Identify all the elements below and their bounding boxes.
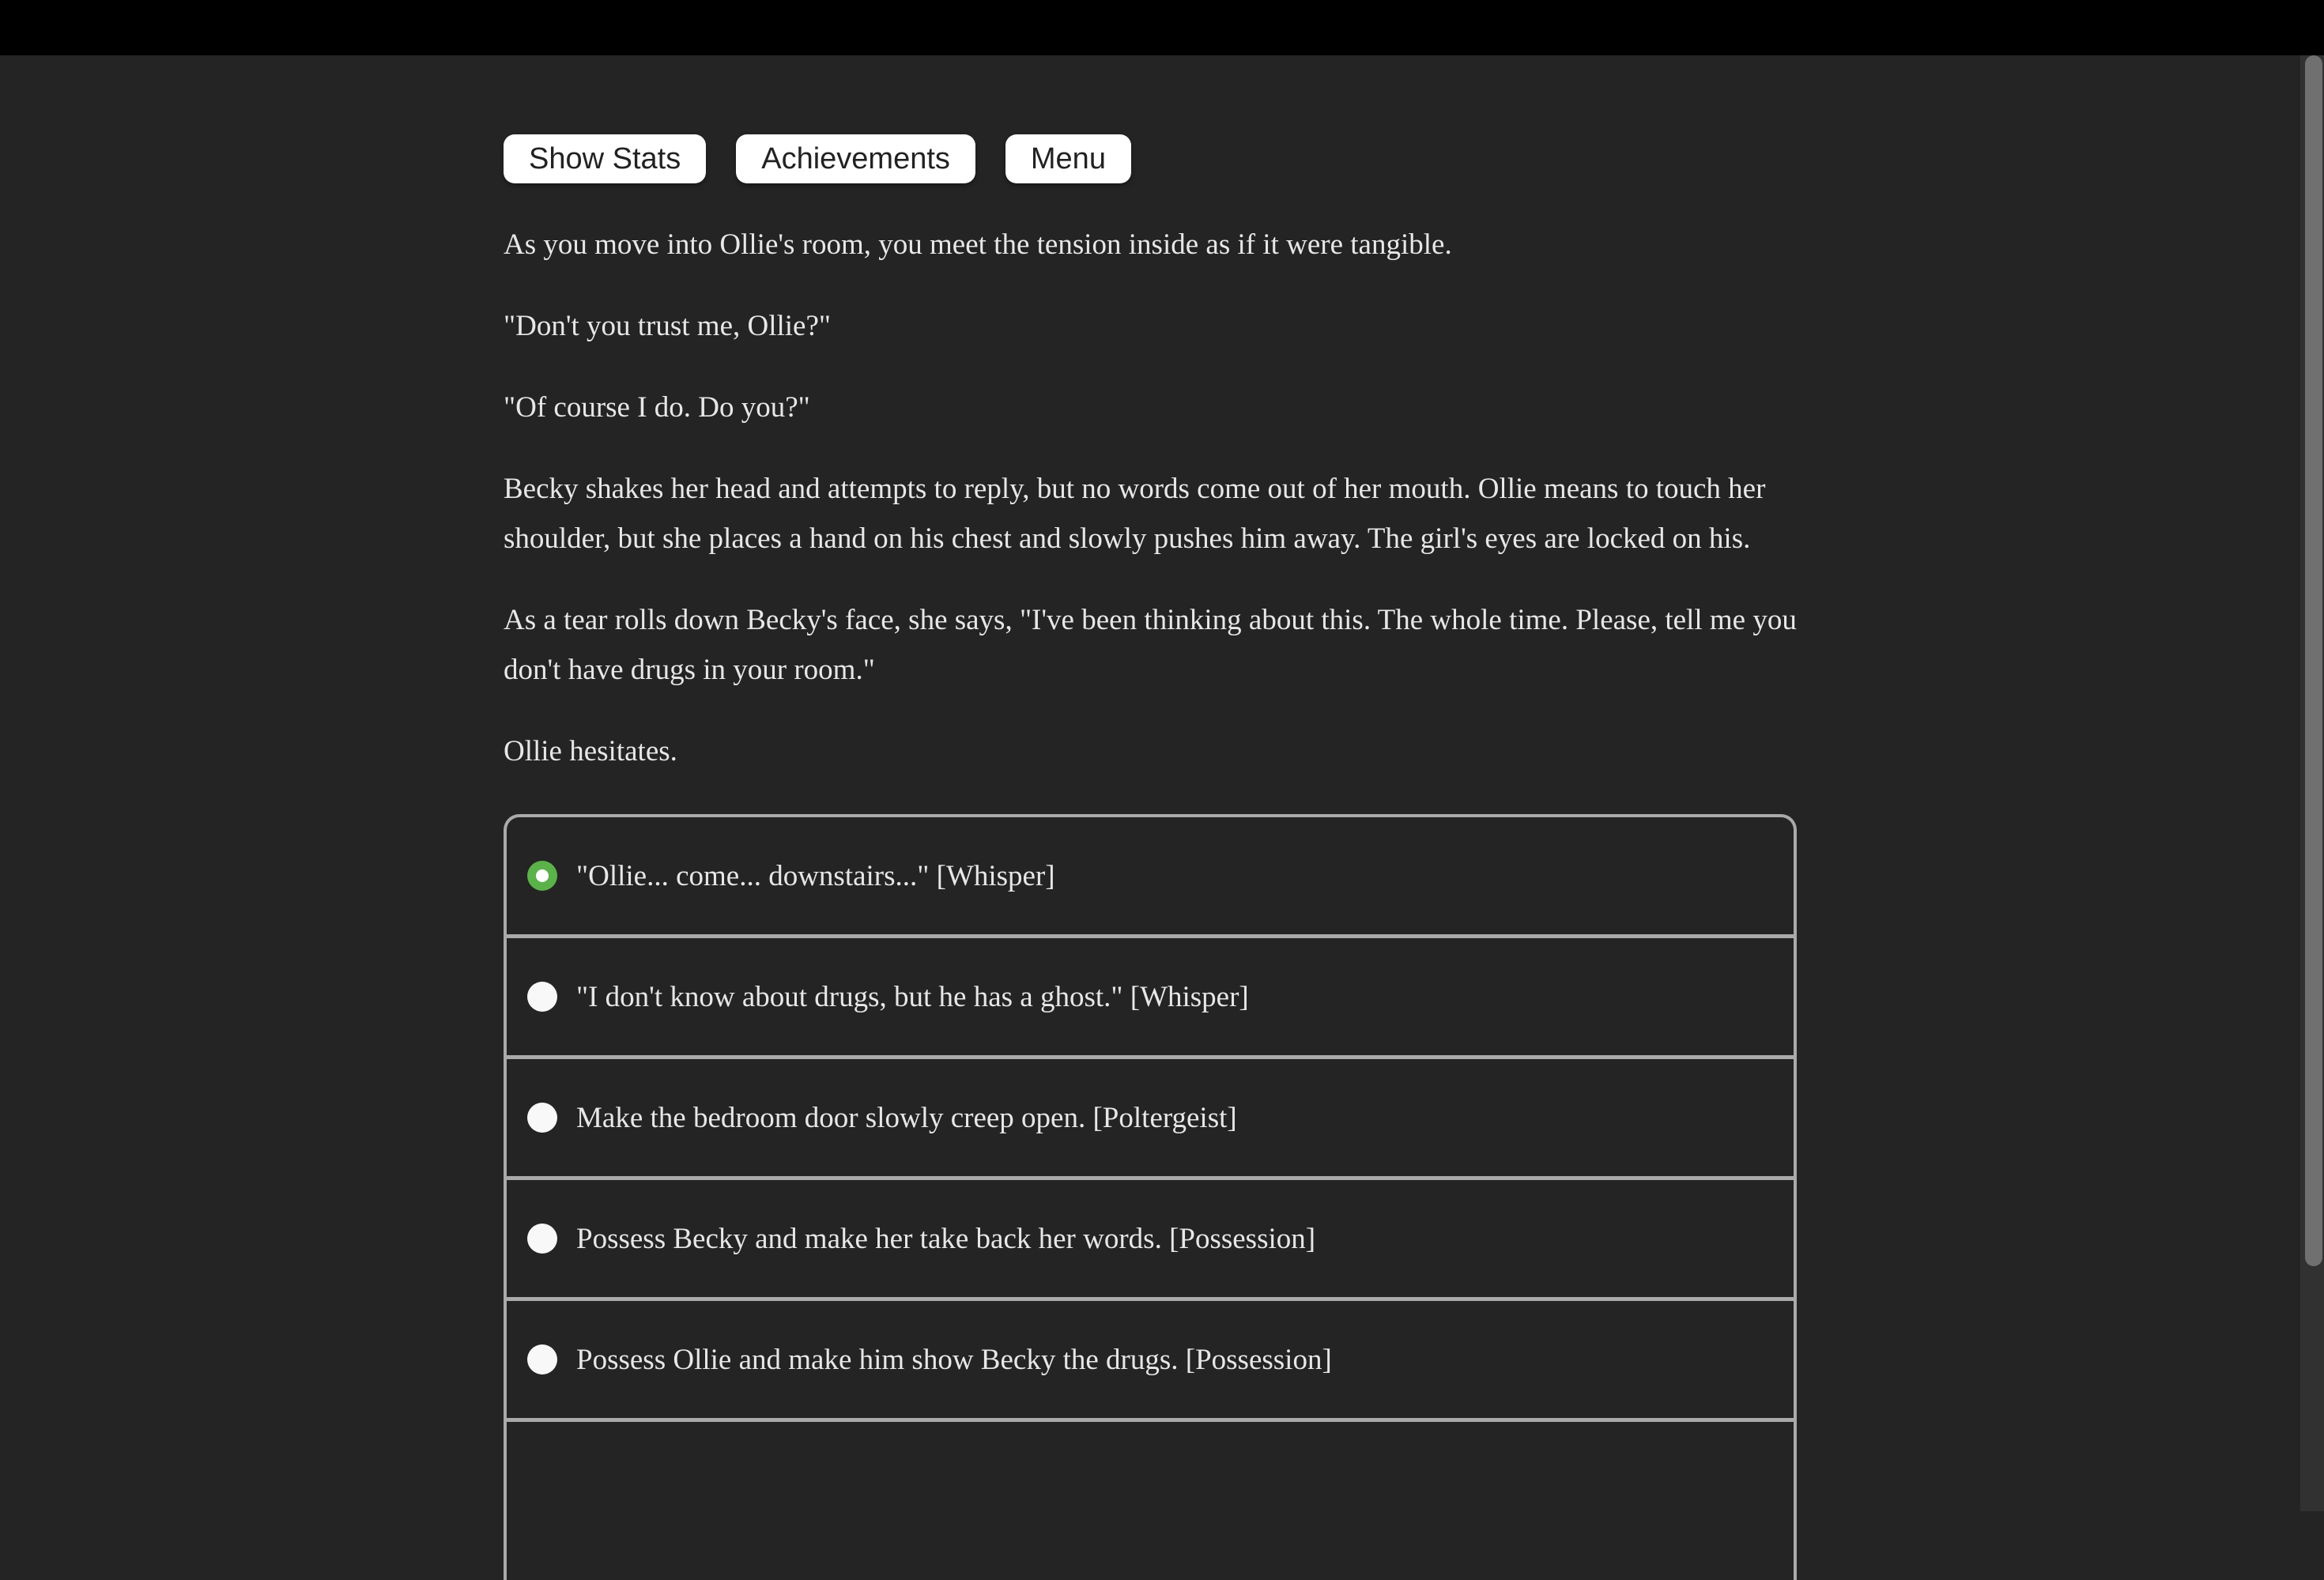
choice-option-2[interactable] [507, 938, 1794, 1059]
radio-button[interactable] [527, 1224, 557, 1254]
choice-option-5[interactable] [507, 1301, 1794, 1422]
choice-option-1[interactable] [507, 817, 1794, 938]
choice-option-label: Possess Ollie and make him show Becky the drugs. [Possession] [576, 1343, 1332, 1376]
radio-button-selected[interactable] [527, 861, 557, 891]
story-page [504, 55, 1826, 1580]
choice-option-label: "Ollie... come... downstairs..." [Whisper] [576, 859, 1055, 892]
choice-list [504, 814, 1797, 1580]
achievements-button[interactable]: Achievements [736, 134, 975, 183]
choice-option-label: Possess Becky and make her take back her words. [Possession] [576, 1222, 1316, 1255]
story-paragraph: "Of course I do. Do you?" [504, 391, 810, 424]
menu-button[interactable]: Menu [1005, 134, 1131, 183]
choice-option-label: Make the bedroom door slowly creep open. [Poltergeist] [576, 1101, 1237, 1134]
radio-button[interactable] [527, 1103, 557, 1133]
story-paragraph: Ollie hesitates. [504, 735, 677, 767]
choice-option-label: "I don't know about drugs, but he has a ghost." [Whisper] [576, 980, 1249, 1013]
top-black-bar [0, 0, 2324, 55]
story-paragraph: As you move into Ollie's room, you meet the tension inside as if it were tangible. [504, 228, 1452, 261]
scrollbar-track[interactable] [2300, 55, 2324, 1511]
show-stats-button[interactable]: Show Stats [504, 134, 706, 183]
story-paragraph: Becky shakes her head and attempts to reply, but no words come out of her mouth. Ollie means to touch her shoulder, but she places a hand on his chest and slowly pushes him away. The girl's eyes are locked on his. [504, 473, 1766, 555]
scrollbar-thumb[interactable] [2305, 55, 2322, 1266]
toolbar [504, 134, 1826, 183]
story-paragraph: As a tear rolls down Becky's face, she says, "I've been thinking about this. The whole time. Please, tell me you don't have drugs in your room." [504, 604, 1797, 686]
radio-button[interactable] [527, 982, 557, 1012]
choice-option-4[interactable] [507, 1180, 1794, 1301]
radio-button[interactable] [527, 1344, 557, 1374]
choice-option-6-partial[interactable] [507, 1422, 1794, 1580]
choice-option-3[interactable] [507, 1059, 1794, 1180]
story-text [504, 220, 1826, 776]
story-paragraph: "Don't you trust me, Ollie?" [504, 310, 832, 342]
